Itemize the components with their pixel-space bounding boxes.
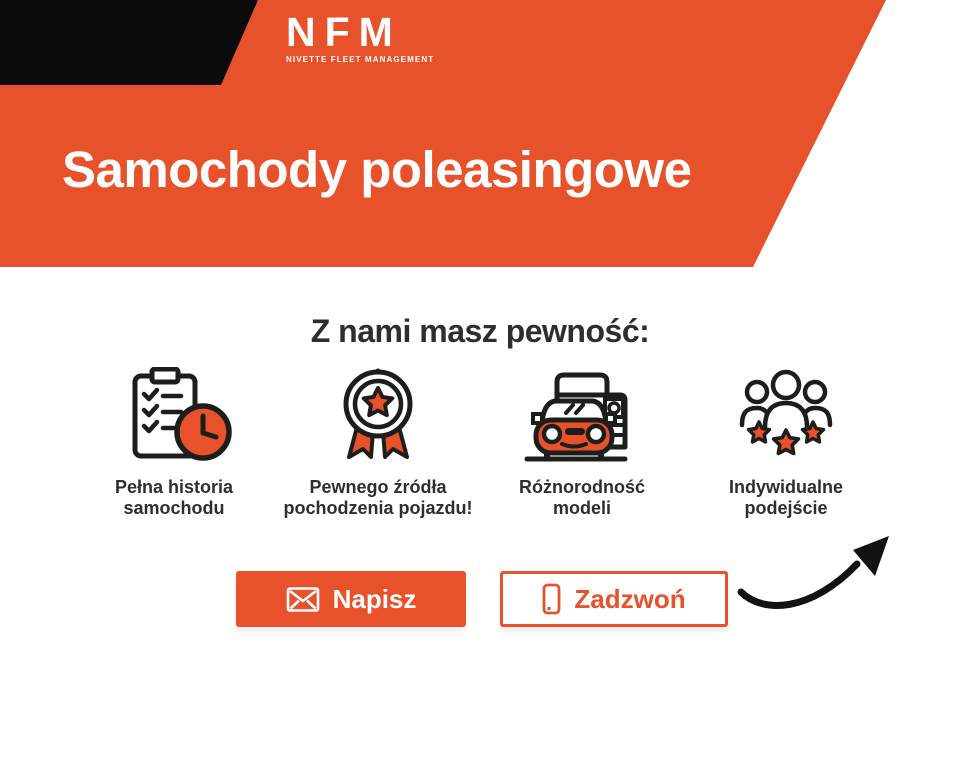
call-button[interactable]	[500, 571, 728, 627]
feature-caption	[115, 477, 233, 519]
feature-caption-line1: Różnorodność	[519, 477, 645, 497]
feature-caption-line2: samochodu	[123, 498, 225, 518]
feature-caption-line2: podejście	[744, 498, 828, 518]
feature-caption	[519, 477, 645, 519]
clipboard-clock-icon	[115, 366, 233, 468]
envelope-icon	[286, 586, 320, 613]
feature-model-variety	[480, 366, 684, 519]
section-heading: Z nami masz pewność:	[310, 313, 650, 349]
cars-icon	[522, 366, 642, 468]
feature-list	[72, 366, 888, 519]
feature-caption-line1: Pełna historia	[114, 477, 234, 497]
feature-full-history	[72, 366, 276, 519]
feature-caption	[284, 477, 473, 519]
write-button[interactable]	[236, 571, 466, 627]
feature-caption-line1: Indywidualne	[728, 477, 843, 497]
people-stars-icon	[730, 366, 842, 468]
nfm-logo	[286, 11, 434, 64]
phone-icon	[542, 583, 561, 615]
feature-individual-approach	[684, 366, 888, 519]
medal-icon	[323, 366, 433, 468]
feature-caption	[729, 477, 843, 519]
nfm-logo-subtitle: NIVETTE FLEET MANAGEMENT	[286, 55, 435, 64]
curved-arrow-icon	[733, 528, 903, 628]
feature-trusted-origin	[276, 366, 480, 519]
write-button-label: Napisz	[332, 583, 417, 614]
page-title: Samochody poleasingowe	[62, 141, 692, 198]
feature-caption-line1: Pewnego źródła	[309, 477, 447, 497]
feature-caption-line2: modeli	[552, 498, 611, 518]
nfm-logo-text: NFM	[286, 9, 402, 55]
call-button-label: Zadzwoń	[574, 583, 686, 614]
feature-caption-line2: pochodzenia pojazdu!	[283, 498, 473, 518]
